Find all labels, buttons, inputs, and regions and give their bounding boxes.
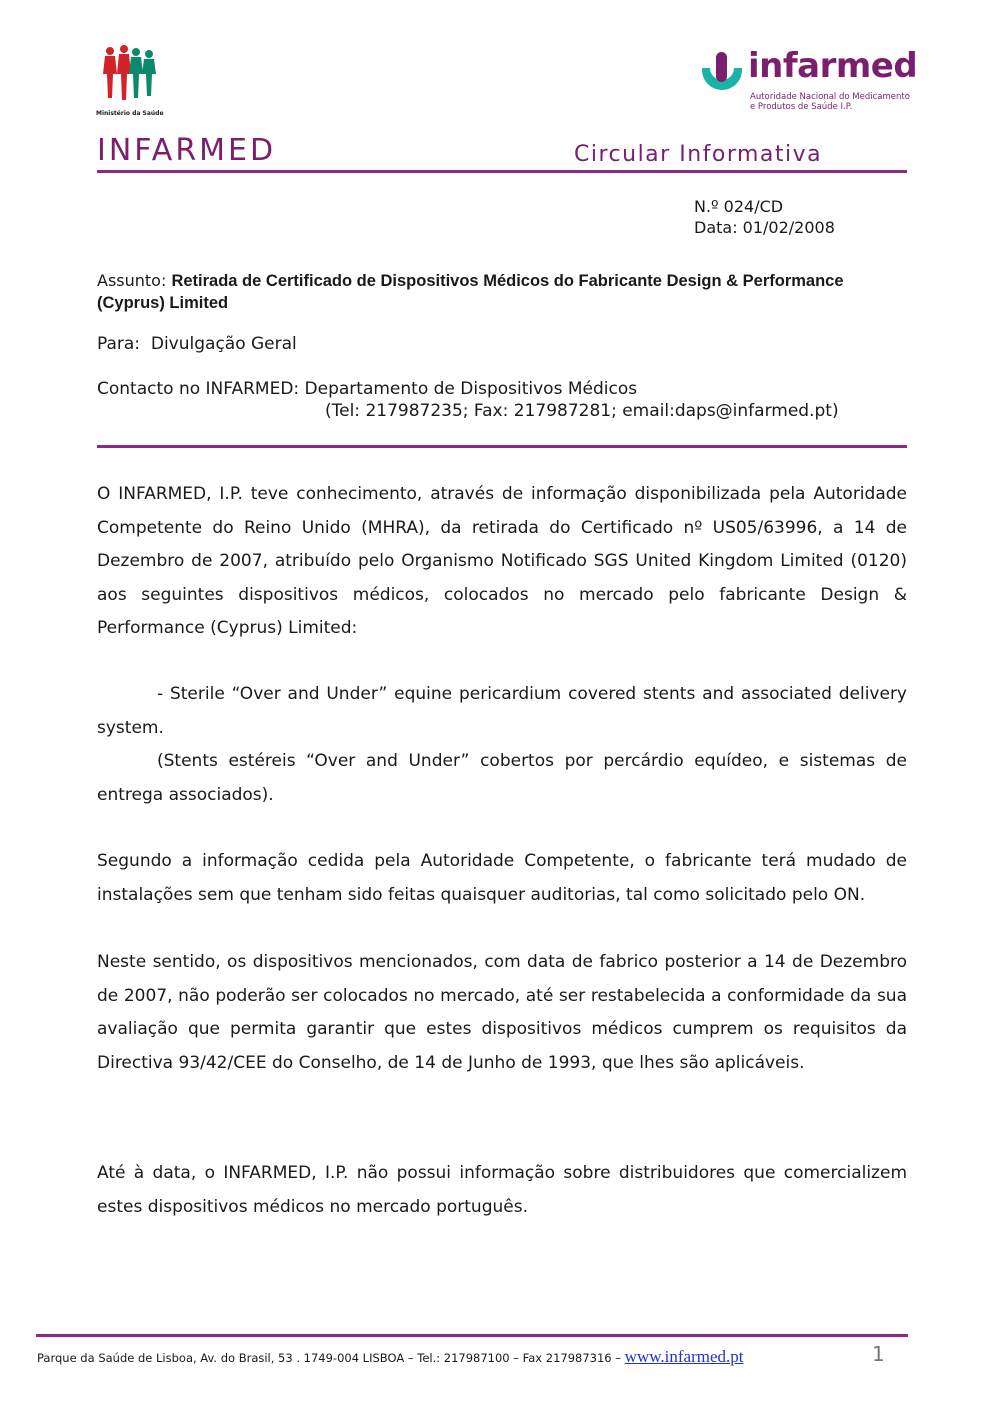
body-paragraph-6: Até à data, o INFARMED, I.P. não possui informação sobre distribuidores que comercializem estes dispositivos médicos no mercado português. bbox=[97, 1163, 907, 1217]
footer-address: Parque da Saúde de Lisboa, Av. do Brasil, 53 . 1749-004 LISBOA – Tel.: 217987100 – Fax 217987316 – bbox=[37, 1351, 625, 1365]
subject bbox=[97, 270, 907, 314]
body-paragraph-1: O INFARMED, I.P. teve conhecimento, através de informação disponibilizada pela Autoridade Competente do Reino Unido (MHRA), da retirada do Certificado nº US05/63996, a 14 de Dezembro de 2007, atribuído pelo Organismo Notificado SGS United Kingdom Limited (0120) aos seguintes dispositivos médicos, colocados no mercado pelo fabricante Design & Performance (Cyprus) Limited: bbox=[97, 484, 907, 638]
footer-website-link[interactable]: www.infarmed.pt bbox=[624, 1347, 744, 1366]
ministry-figures-icon bbox=[100, 44, 158, 108]
circular-number: N.º 024/CD bbox=[694, 197, 784, 216]
subject-label: Assunto: bbox=[97, 271, 167, 290]
body-paragraph-5: Neste sentido, os dispositivos mencionados, com data de fabrico posterior a 14 de Dezembro de 2007, não poderão ser colocados no mercado, até ser restabelecida a conformidade da sua avaliação que permita garantir que estes dispositivos médicos cumprem os requisitos da Directiva 93/42/CEE do Conselho, de 14 de Junho de 1993, que lhes são aplicáveis. bbox=[97, 952, 907, 1073]
brand-name: infarmed bbox=[748, 46, 918, 86]
brand-tagline: Autoridade Nacional do Medicamento e Produtos de Saúde I.P. bbox=[750, 92, 910, 112]
ministry-logo bbox=[96, 44, 164, 120]
ministry-caption: Ministério da Saúde bbox=[96, 110, 164, 117]
contact-department: Contacto no INFARMED: Departamento de Dispositivos Médicos bbox=[97, 379, 638, 399]
circular-date: Data: 01/02/2008 bbox=[694, 218, 835, 237]
recipient-label: Para: bbox=[97, 334, 141, 354]
body-paragraph-2: - Sterile “Over and Under” equine pericardium covered stents and associated delivery system. bbox=[97, 684, 907, 738]
document-type: Circular Informativa bbox=[574, 142, 823, 167]
infarmed-logo bbox=[696, 46, 918, 118]
contact-details: (Tel: 217987235; Fax: 217987281; email:daps@infarmed.pt) bbox=[325, 401, 839, 421]
footer-divider bbox=[36, 1334, 908, 1337]
body-paragraph-3: (Stents estéreis “Over and Under” cobertos por percárdio equídeo, e sistemas de entrega associados). bbox=[97, 751, 907, 805]
recipient bbox=[97, 334, 297, 354]
recipient-text: Divulgação Geral bbox=[150, 334, 297, 354]
body-paragraph-4: Segundo a informação cedida pela Autoridade Competente, o fabricante terá mudado de instalações sem que tenham sido feitas quaisquer auditorias, tal como solicitado pelo ON. bbox=[97, 851, 907, 905]
subject-text: Retirada de Certificado de Dispositivos Médicos do Fabricante Design & Performance (Cyprus) Limited bbox=[97, 272, 844, 312]
contact bbox=[97, 378, 839, 422]
org-title: INFARMED bbox=[97, 133, 277, 168]
header-divider bbox=[97, 170, 907, 173]
section-divider bbox=[97, 445, 907, 448]
footer bbox=[37, 1347, 743, 1367]
document-meta bbox=[694, 196, 835, 238]
infarmed-mark-icon bbox=[696, 52, 748, 104]
page-number: 1 bbox=[872, 1342, 885, 1366]
